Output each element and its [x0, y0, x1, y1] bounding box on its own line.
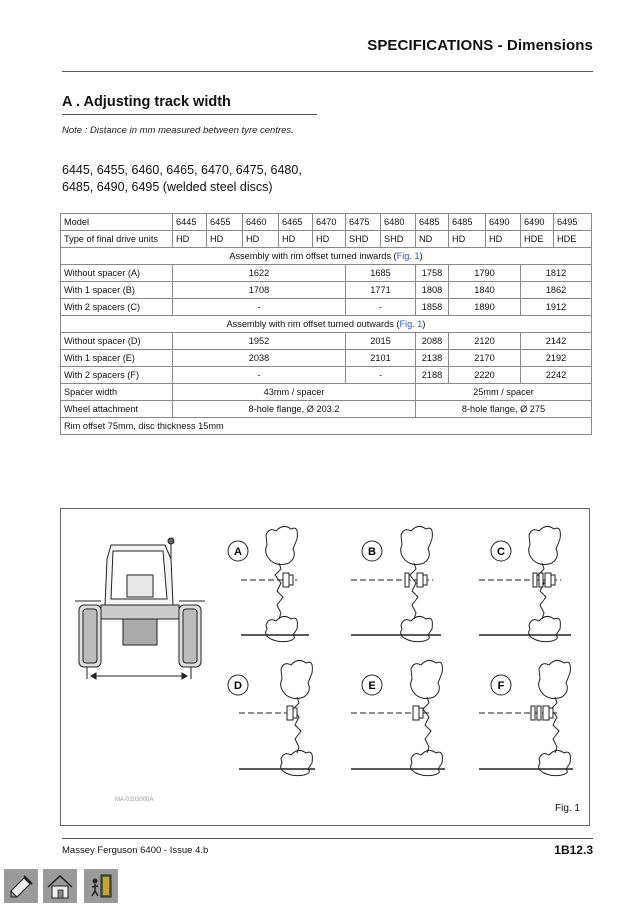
value-cell: -	[346, 367, 416, 384]
row-label: Wheel attachment	[61, 401, 173, 418]
panel-c	[479, 526, 571, 641]
home-icon	[43, 869, 77, 903]
value-cell: 1758	[416, 265, 449, 282]
row-label: With 1 spacer (B)	[61, 282, 173, 299]
track-width-figure	[61, 509, 589, 825]
drive-cell: HD	[449, 231, 486, 248]
value-cell: 1708	[173, 282, 346, 299]
drive-cell: HD	[279, 231, 313, 248]
model-cell: 6480	[381, 214, 416, 231]
close-paren: )	[422, 319, 426, 329]
value-cell: 1862	[521, 282, 592, 299]
panel-b	[351, 526, 441, 641]
model-cell: 6490	[521, 214, 554, 231]
value-cell: 1890	[449, 299, 521, 316]
model-cell: 6485	[449, 214, 486, 231]
footer-document-title: Massey Ferguson 6400 - Issue 4.b	[62, 845, 209, 856]
model-label: Model	[61, 214, 173, 231]
panel-d-label: D	[234, 680, 242, 692]
fig-1-link[interactable]: Fig. 1	[396, 251, 420, 261]
drive-cell: ND	[416, 231, 449, 248]
value-cell: 2188	[416, 367, 449, 384]
value-cell: 2088	[416, 333, 449, 350]
notepad-nav-button[interactable]	[4, 869, 38, 903]
table-row	[61, 299, 592, 316]
row-label: With 1 spacer (E)	[61, 350, 173, 367]
panel-f-label: F	[497, 680, 505, 692]
drive-cell: HDE	[521, 231, 554, 248]
value-cell: 1858	[416, 299, 449, 316]
value-cell: 1912	[521, 299, 592, 316]
value-cell: 25mm / spacer	[416, 384, 592, 401]
exit-icon	[84, 869, 118, 903]
inwards-heading-text: Assembly with rim offset turned inwards (	[229, 251, 397, 261]
table-row	[61, 265, 592, 282]
value-cell: 2015	[346, 333, 416, 350]
drive-cell: SHD	[381, 231, 416, 248]
exit-nav-button[interactable]	[84, 869, 118, 903]
fig-1-link[interactable]: Fig. 1	[399, 319, 423, 329]
section-title-rule	[62, 114, 317, 115]
row-label: Without spacer (A)	[61, 265, 173, 282]
section-title: A . Adjusting track width	[62, 94, 231, 110]
panel-e	[351, 660, 445, 775]
value-cell: 2120	[449, 333, 521, 350]
row-label: With 2 spacers (F)	[61, 367, 173, 384]
value-cell: 1840	[449, 282, 521, 299]
drive-label: Type of final drive units	[61, 231, 173, 248]
value-cell: -	[173, 299, 346, 316]
table-row-drive	[61, 231, 592, 248]
value-cell: 1790	[449, 265, 521, 282]
panel-e-label: E	[368, 680, 376, 692]
value-cell: 2142	[521, 333, 592, 350]
value-cell: 2038	[173, 350, 346, 367]
value-cell: 2170	[449, 350, 521, 367]
row-label: Without spacer (D)	[61, 333, 173, 350]
table-row-wheel-attachment	[61, 401, 592, 418]
value-cell: 8-hole flange, Ø 203.2	[173, 401, 416, 418]
value-cell: 1812	[521, 265, 592, 282]
notepad-icon	[4, 869, 38, 903]
drive-cell: HD	[486, 231, 521, 248]
value-cell: 43mm / spacer	[173, 384, 416, 401]
panel-c-label: C	[497, 546, 505, 558]
page-header-title: SPECIFICATIONS - Dimensions	[367, 37, 593, 54]
panel-d-drawing	[239, 660, 315, 775]
table-row	[61, 282, 592, 299]
model-cell: 6465	[279, 214, 313, 231]
drive-cell: HD	[173, 231, 207, 248]
header-rule	[62, 71, 593, 72]
panel-d	[228, 660, 315, 775]
table-row	[61, 367, 592, 384]
value-cell: 1808	[416, 282, 449, 299]
model-cell: 6490	[486, 214, 521, 231]
table-row-inwards-heading	[61, 248, 592, 265]
value-cell: 2242	[521, 367, 592, 384]
value-cell: 1685	[346, 265, 416, 282]
value-cell: 2138	[416, 350, 449, 367]
home-nav-button[interactable]	[43, 869, 77, 903]
outwards-heading-text: Assembly with rim offset turned outwards (	[226, 319, 400, 329]
value-cell: 1622	[173, 265, 346, 282]
table-row	[61, 333, 592, 350]
model-cell: 6470	[313, 214, 346, 231]
model-cell: 6495	[554, 214, 592, 231]
row-label: With 2 spacers (C)	[61, 299, 173, 316]
model-cell: 6485	[416, 214, 449, 231]
panel-c-drawing	[479, 526, 571, 641]
model-cell: 6455	[207, 214, 243, 231]
table-row-footnote	[61, 418, 592, 435]
table-row-outwards-heading	[61, 316, 592, 333]
table-row	[61, 350, 592, 367]
drive-cell: SHD	[346, 231, 381, 248]
figure-caption: Fig. 1	[554, 803, 580, 814]
value-cell: -	[346, 299, 416, 316]
drive-cell: HD	[207, 231, 243, 248]
close-paren: )	[419, 251, 423, 261]
drive-cell: HD	[243, 231, 279, 248]
table-row-model	[61, 214, 592, 231]
table-footnote: Rim offset 75mm, disc thickness 15mm	[61, 418, 592, 435]
model-cell: 6460	[243, 214, 279, 231]
footer-page-number: 1B12.3	[554, 843, 593, 857]
value-cell: 1952	[173, 333, 346, 350]
drive-cell: HD	[313, 231, 346, 248]
value-cell: 2101	[346, 350, 416, 367]
row-label: Spacer width	[61, 384, 173, 401]
model-list: 6445, 6455, 6460, 6465, 6470, 6475, 6480, 6485, 6490, 6495 (welded steel discs)	[62, 163, 302, 194]
track-width-table	[60, 213, 592, 435]
tractor-rear-illustration	[75, 538, 205, 679]
panel-a-drawing	[241, 526, 309, 641]
panel-f	[479, 660, 573, 775]
model-cell: 6475	[346, 214, 381, 231]
panel-a	[228, 526, 309, 641]
footer-rule	[62, 838, 593, 839]
table-row-spacer-width	[61, 384, 592, 401]
model-cell: 6445	[173, 214, 207, 231]
outwards-heading	[61, 316, 592, 333]
figure-image-code: MA-0103000A	[115, 797, 154, 803]
inwards-heading	[61, 248, 592, 265]
value-cell: 2220	[449, 367, 521, 384]
panel-b-label: B	[368, 546, 376, 558]
drive-cell: HDE	[554, 231, 592, 248]
value-cell: -	[173, 367, 346, 384]
value-cell: 2192	[521, 350, 592, 367]
figure-box	[60, 508, 590, 826]
panel-a-label: A	[234, 546, 242, 558]
value-cell: 8-hole flange, Ø 275	[416, 401, 592, 418]
value-cell: 1771	[346, 282, 416, 299]
distance-note: Note : Distance in mm measured between tyre centres.	[62, 125, 294, 136]
panel-f-drawing	[479, 660, 573, 775]
